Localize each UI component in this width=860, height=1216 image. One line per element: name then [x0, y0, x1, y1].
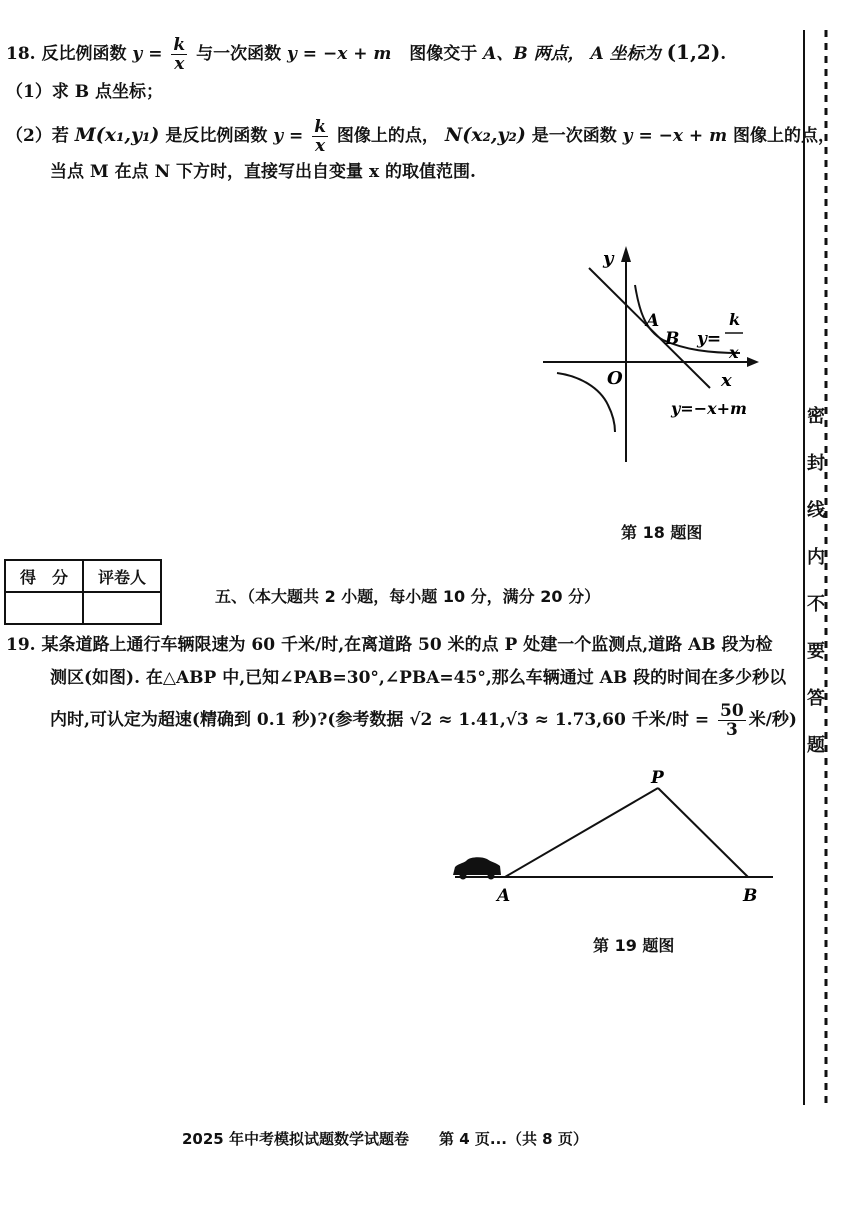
q19-figure	[445, 765, 780, 905]
y-axis-arrow	[621, 246, 631, 262]
label-point-b: B	[665, 329, 680, 349]
label-a: A	[497, 886, 511, 905]
fraction-k-over-x: $\frac{k}{x}$	[173, 35, 186, 74]
label-x: x	[721, 370, 732, 391]
q19-line-3: 内时,可认定为超速(精确到 0.1 秒)?(参考数据 √2 ≈ 1.41,√3 ≈ 1.73,60 千米/时 = $\frac{50}{3}$ 米/秒)	[50, 701, 797, 740]
page-footer	[182, 1128, 588, 1149]
section-5-heading: 五、（本大题共 2 小题，每小题 10 分，满分 20 分）	[215, 587, 601, 606]
fraction-k-over-x-2: $\frac{k}{x}$	[314, 117, 326, 156]
q18-part1: （1）求 B 点坐标；	[6, 82, 164, 102]
seal-text: 密 封 线 内 不 要 答 题	[807, 406, 825, 756]
label-point-a: A	[646, 311, 660, 331]
label-linear-func: y=−x+m	[671, 399, 747, 418]
segment-pb	[658, 788, 748, 877]
score-table	[4, 559, 162, 625]
q19-caption: 第 19 题图	[593, 936, 675, 955]
footer-page-number: 第 4 页...（共 8 页）	[438, 1130, 588, 1148]
label-origin: O	[607, 368, 623, 389]
x-axis-arrow	[747, 357, 759, 367]
q18-stem: 18. 反比例函数 y = $\frac{k}{x}$ 与一次函数 y = −x + m 图像交于 A、B 两点， A 坐标为 (1,2).	[6, 35, 727, 74]
segment-ap	[505, 788, 658, 877]
q18-figure	[535, 240, 765, 470]
q18-part2-line2: 当点 M 在点 N 下方时，直接写出自变量 x 的取值范围.	[50, 162, 476, 182]
score-cell[interactable]	[5, 592, 83, 624]
label-b: B	[743, 886, 758, 905]
reviewer-cell[interactable]	[83, 592, 161, 624]
label-y: y	[603, 248, 614, 269]
q18-caption: 第 18 题图	[621, 523, 703, 542]
label-p: P	[651, 768, 664, 788]
q18-part2: （2）若 M(x₁,y₁) 是反比例函数 y = $\frac{k}{x}$ 图像上的点， N(x₂,y₂) 是一次函数 y = −x + m 图像上的点，	[6, 117, 836, 156]
reviewer-header: 评卷人	[83, 560, 161, 592]
fraction-50-over-3: $\frac{50}{3}$	[720, 701, 744, 740]
question-number: 18.	[6, 44, 36, 64]
q19-line-1: 19. 某条道路上通行车辆限速为 60 千米/时,在离道路 50 米的点 P 处建一个监测点,道路 AB 段为检	[6, 635, 773, 655]
score-header: 得 分	[5, 560, 83, 592]
label-inverse-x: x	[729, 343, 739, 362]
footer-title: 2025 年中考模拟试题数学试题卷	[182, 1130, 409, 1148]
label-inverse-func: y=	[697, 329, 722, 349]
q19-line-2: 测区(如图). 在△ABP 中,已知∠PAB=30°,∠PBA=45°,那么车辆通过 AB 段的时间在多少秒以	[50, 668, 787, 688]
label-inverse-k: k	[729, 310, 741, 329]
